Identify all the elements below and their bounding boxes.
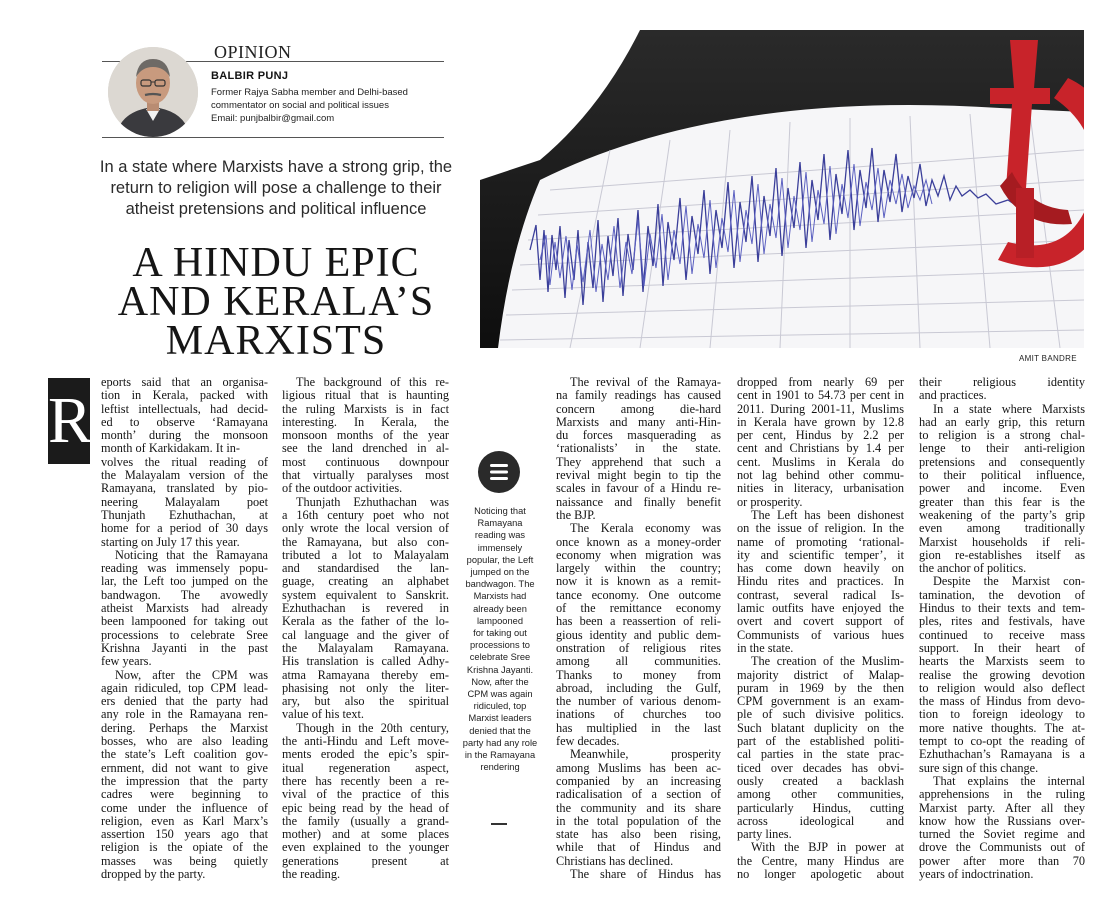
pull-quote-line: ridiculed, top [473,701,527,712]
pull-quote-line: popular, the Left [466,554,534,565]
body-text-line: Ezhuthachan is revered in [282,601,449,616]
body-text-line: overt and covert support of [737,614,904,629]
body-text-line: cent and Christians by 1.4 per [737,441,904,456]
quote-lines-icon [478,451,520,493]
body-text-line: interesting. In Kerala, the [282,414,449,429]
body-text-line: religion, even as Karl Marx’s [101,813,268,828]
body-text-line: among Muslims has been ac- [556,760,721,775]
pull-quote-line: Marxist leaders [468,713,532,724]
body-text-line: ments eroded the epic’s spir- [282,747,449,762]
pull-quote-line: for taking out [473,628,527,639]
headline-line: AND KERALA’S [117,279,435,325]
body-text-line: of the outdoor activities. [282,481,403,496]
body-text-line: Christians has declined. [556,853,674,868]
pull-quote-line: denied that the [469,725,531,736]
section-label: OPINION [214,42,292,62]
religion-seismograph-illustration [480,30,1084,348]
body-text-line: particularly Hindus, cutting [737,800,904,815]
body-text-line: realise the growing devotion [919,667,1085,682]
body-text-line: the Malayalam Ramayana. [282,640,449,655]
body-text-line: even among traditionally [919,521,1085,536]
body-text-line: system equivalent to Sanskrit. [282,587,449,602]
body-text-line: dering. Perhaps the Marxist [101,720,268,735]
body-text-line: had an early grip, this return [919,414,1085,429]
body-text-line: eports said that an organisa- [101,375,268,389]
body-text-line: the Malayalam version of the [101,468,268,483]
illustration-credit: AMIT BANDRE [1019,354,1077,363]
body-text-line: Marxists and many anti-Hin- [556,414,721,429]
headline-line: MARXISTS [165,318,387,364]
body-text-line: tion in Kerala, packed with [101,388,268,403]
body-text-line: leftist intellectuals, had decid- [101,401,268,416]
body-text-line: atma Ramayana thereby em- [282,667,449,682]
body-text-line: now it is known as a remit- [556,574,721,589]
body-text-line: cal parties in the state prac- [737,747,904,762]
body-text-line: generations present at [282,853,449,868]
body-text-line: the Centre, many Hindus are [737,853,904,868]
body-text-line: drove the Communists out of [919,840,1085,855]
body-text-line: itual regeneration aspect, [282,760,449,775]
body-text-line: and practices. [919,388,987,403]
body-text-line: puram in 1969 by the then [737,680,904,695]
body-text-line: That explains the internal [933,773,1085,788]
pull-quote-line: already been [473,603,527,614]
body-text-line: In a state where Marxists [933,401,1085,416]
body-text-line: weakening of the party’s grip [919,507,1085,522]
body-text-line: power and income. Even [919,481,1085,496]
body-text-line: Kerala as the father of the lo- [282,614,449,629]
body-text-line: Though in the 20th century, [296,720,449,735]
pull-quote-line: celebrate Sree [469,652,531,663]
body-text-line: to religion would also deflect [919,680,1085,695]
body-text-line: the state’s Left coalition gov- [101,747,268,762]
body-text-line: inations of churches too [556,707,721,722]
body-text-line: see the land drenched in al- [282,441,449,456]
body-text-line: ity and scientific temper’, it [737,547,904,562]
body-text-line: Noticing that the Ramayana [115,547,268,562]
body-text-line: The share of Hindus has [570,866,721,881]
body-text-line: once known as a money-order [556,534,721,549]
body-text-line: Ramayana, translated by pio- [101,481,268,496]
body-text-line: Despite the Marxist con- [933,574,1085,589]
pull-quote-rule [491,823,507,825]
body-text-line: hearts the Marxists seem to [919,654,1085,669]
body-text-line: Now, after the CPM was [115,667,268,682]
body-text-line: or prosperity. [737,494,803,509]
body-text-line: state has also been rising, [556,827,721,842]
body-column-1 [101,376,268,881]
body-text-line: ers denied that the party had [101,694,268,709]
body-text-line: to their political influence, [919,468,1085,483]
body-text-line: tion to foreign ideology to [919,707,1085,722]
body-text-line: cal language and the giver of [282,627,449,642]
body-text-line: volves the ritual reading of [101,454,268,469]
body-text-line: na family readings has caused [556,388,721,403]
body-text-line: The Kerala economy was [570,521,721,536]
body-text-line: phasising not only the liter- [282,680,449,695]
body-column-2 [282,376,449,881]
body-text-line: masses was being quietly [101,853,268,868]
body-text-line: atheist Marxists had already [101,601,268,616]
body-text-line: to religion is a strong chal- [919,428,1085,443]
body-text-line: most continuous downpour [282,454,449,469]
author-email: Email: punjbalbir@gmail.com [211,113,335,124]
body-text-line: ple of such divisive politics. [737,707,904,722]
body-text-line: naissance and finally benefit [556,494,721,509]
body-text-line: that virtually paralyses most [282,468,449,483]
body-text-line: of the remittance economy [556,601,721,616]
body-text-line: sure sign of this change. [919,760,1039,775]
body-text-line: ples, rites and festivals, have [919,614,1085,629]
body-text-line: the Ramayana, but also con- [282,534,449,549]
body-text-line: Such blatant duplicity on the [737,720,904,735]
body-text-line: and standardised the lan- [282,561,449,576]
body-text-line: tamination, the devotion of [919,587,1085,602]
body-text-line: The background of this re- [296,375,449,389]
pull-quote [462,505,538,773]
body-text-line: lenge to their anti-religion [919,441,1085,456]
pull-quote-line: party had any role [462,737,538,748]
body-text-line: processions to celebrate Sree [101,627,268,642]
body-text-line: the anchor of politics. [919,561,1027,576]
pull-quote-line: Marxists had [473,591,527,602]
body-text-line: nities in literacy, urbanisation [737,481,904,496]
body-text-line: dropped from nearly 69 per [737,375,904,389]
body-text-line: assertion 150 years ago that [101,827,268,842]
body-text-line: has multiplied in the last [556,720,721,735]
body-text-line: gious identity and public dem- [556,627,721,642]
body-text-line: again ridiculed, top CPM lead- [101,680,268,695]
body-text-line: per cent, Hindus by 2.2 per [737,428,904,443]
author-bio-line: commentator on social and political issues [211,100,389,111]
body-text-line: there has recently been a re- [282,773,449,788]
body-text-line: the family (usually a grand- [282,813,449,828]
dek-line: return to religion will pose a challenge to their [110,179,442,197]
body-text-line: revival might begin to tip the [556,468,721,483]
body-text-line: no longer apologetic about [737,866,904,881]
body-text-line: ligious ritual that is haunting [282,388,449,403]
body-text-line: The Left has been dishonest [751,507,904,522]
body-text-line: Meanwhile, prosperity [570,747,721,762]
body-text-line: economy when migration was [556,547,721,562]
body-text-line: dropped by the party. [101,866,206,881]
body-text-line: largely within the country; [556,561,721,576]
body-text-line: among other communities, [737,787,904,802]
body-text-line: radicalisation of a section of [556,787,721,802]
body-text-line: more native thoughts. The at- [919,720,1085,735]
body-text-line: Thunjath Ezhuthachan, at [101,507,268,522]
body-text-line: part of the established politi- [737,734,904,749]
body-text-line: value of his text. [282,707,364,722]
body-text-line: turned the Soviet regime and [919,827,1085,842]
body-text-line: Hindu rites and practices. In [737,574,904,589]
body-text-line: been lampooned for taking out [101,614,268,629]
body-text-line: has been a reassertion of reli- [556,614,721,629]
body-text-line: while that of Hindus and [556,840,721,855]
body-text-line: 2011. During 2001-11, Muslims [737,401,904,416]
body-text-line: du forces masquerading as [556,428,721,443]
body-text-line: guage, creating an alphabet [282,574,449,589]
body-text-line: in the total population of the [556,813,721,828]
body-text-line: Krishna Jayanti in the past [101,640,268,655]
pull-quote-line: immensely [477,542,523,553]
body-text-line: tempt to co-opt the reading of [919,734,1085,749]
body-text-line: apprehensions in the ruling [919,787,1085,802]
body-text-line: starting on July 17 this year. [101,534,240,549]
body-text-line: scales in favour of a Hindu re- [556,481,721,496]
author-photo [108,47,198,137]
body-text-line: reading was immensely popu- [101,561,268,576]
body-text-line: Hindus to their texts and tem- [919,601,1085,616]
body-text-line: religion is the opiate of the [101,840,268,855]
body-text-line: abroad, including the Gulf, [556,680,721,695]
body-text-line: continued to receive mass [919,627,1085,642]
body-text-line: the ruling Marxists is in fact [282,401,449,416]
pull-quote-line: processions to [470,640,530,651]
pull-quote-line: rendering [480,762,520,773]
body-text-line: cadres were beginning to [101,787,268,802]
body-text-line: the reading. [282,866,341,881]
body-column-3 [556,376,721,881]
body-text-line: lamic outfits have enjoyed the [737,601,904,616]
header-rule-bottom [102,137,444,138]
body-text-line: month’ during the monsoon [101,428,268,443]
body-text-line: the number of various denom- [556,694,721,709]
body-text-line: They apprehend that such a [556,454,721,469]
body-text-line: on the issue of religion. In the [737,521,904,536]
body-text-line: among all communities. [556,654,721,669]
body-text-line: With the BJP in power at [751,840,904,855]
pull-quote-line: bandwagon. The [465,579,535,590]
body-text-line: cent. Muslims in Kerala do [737,454,904,469]
body-text-line: few years. [101,654,152,669]
body-text-line: even explained to the younger [282,840,449,855]
body-text-line: the anti-Hindu and Left move- [282,734,449,749]
body-text-line: vival of the practice of this [282,787,449,802]
body-text-line: lar, the Left too jumped on the [101,574,268,589]
body-text-line: power after more than 70 [919,853,1085,868]
body-text-line: ously created a backlash [737,773,904,788]
pull-quote-line: reading was [474,530,526,541]
body-text-line: bandwagon. The avowedly [101,587,268,602]
body-text-line: majority district of Malap- [737,667,904,682]
body-text-line: CPM government is an exam- [737,694,904,709]
body-text-line: month of Karkidakam. It in- [101,441,240,456]
body-text-line: onstration of religious rites [556,640,721,655]
dek-line: atheist pretensions and political influence [125,200,427,218]
body-text-line: the community and its share [556,800,721,815]
article-dek [90,157,462,220]
body-text-line: years of indoctrination. [919,866,1034,881]
body-text-line: party lines. [737,827,792,842]
body-text-line: few decades. [556,734,620,749]
body-text-line: Thunjath Ezhuthachan was [296,494,449,509]
body-text-line: ary, but also the spiritual [282,694,449,709]
body-column-4 [737,376,904,881]
body-text-line: bosses, who are also leading [101,734,268,749]
body-text-line: contrast, several radical Is- [737,587,904,602]
body-text-line: the impression that the party [101,773,268,788]
body-text-line: the BJP. [556,507,596,522]
body-text-line: only wrote the local version of [282,521,449,536]
body-text-line: home for a period of 30 days [101,521,268,536]
body-text-line: ed to observe ‘Ramayana [101,414,268,429]
pull-quote-line: in the Ramayana [464,750,536,761]
pull-quote-line: Ramayana [477,518,523,529]
body-text-line: epic being read by the head of [282,800,449,815]
body-text-line: their religious identity [919,375,1085,389]
body-text-line: The revival of the Ramaya- [570,375,721,389]
body-text-line: monsoon months of the year [282,428,449,443]
pull-quote-line: jumped on the [470,567,530,578]
body-text-line: across ideological and [737,813,904,828]
dek-line: In a state where Marxists have a strong grip, the [99,158,453,176]
body-text-line: Ezhuthachan’s Ramayana is a [919,747,1085,762]
pull-quote-line: Krishna Jayanti. [466,664,534,675]
body-text-line: support. In their heart of [919,640,1085,655]
body-text-line: greater than this fear is the [919,494,1085,509]
body-text-line: the mass of Hindus from devo- [919,694,1085,709]
body-text-line: tance economy. One outcome [556,587,721,602]
body-text-line: come under the influence of [101,800,268,815]
body-text-line: Thanks to money from [556,667,721,682]
body-text-line: Marxist party. After all they [919,800,1085,815]
body-text-line: in Kerala have grown by 12.8 [737,414,904,429]
body-column-5 [919,376,1085,881]
pull-quote-line: lampooned [476,615,523,626]
body-text-line: ernment, did not want to give [101,760,268,775]
body-text-line: pretensions and consequently [919,454,1085,469]
body-text-line: any role in the Ramayana ren- [101,707,268,722]
body-text-line: has come down heavily on [737,561,904,576]
body-text-line: in the state. [737,640,794,655]
body-text-line: Communists of various hues [737,627,904,642]
body-text-line: a 16th century poet who not [282,507,449,522]
author-name: BALBIR PUNJ [211,70,289,82]
body-text-line: tributed a lot to Malayalam [282,547,449,562]
body-text-line: The creation of the Muslim- [751,654,904,669]
body-text-line: ‘rationalists’ in the state. [556,441,721,456]
body-text-line: mother) and at some places [282,827,449,842]
drop-cap: R [48,378,90,464]
headline-line: A HINDU EPIC [132,240,420,286]
body-text-line: concern among die-hard [556,401,721,416]
pull-quote-line: CPM was again [467,689,533,700]
pull-quote-line: Noticing that [474,506,526,516]
body-text-line: not lag behind other commu- [737,468,904,483]
body-text-line: His translation is called Adhy- [282,654,449,669]
body-text-line: know how the Russians over- [919,813,1085,828]
body-text-line: ticed over decades has obvi- [737,760,904,775]
author-bio-line: Former Rajya Sabha member and Delhi-based [211,87,408,98]
pull-quote-line: Now, after the [471,676,529,687]
body-text-line: gion re-establishes itself as [919,547,1085,562]
body-text-line: companied by an increasing [556,773,721,788]
body-text-line: cent in 1901 to 54.73 per cent in [737,388,904,403]
body-text-line: neering Malayalam poet [101,494,268,509]
body-text-line: Marxist households if reli- [919,534,1085,549]
body-text-line: name of promoting ‘rational- [737,534,904,549]
